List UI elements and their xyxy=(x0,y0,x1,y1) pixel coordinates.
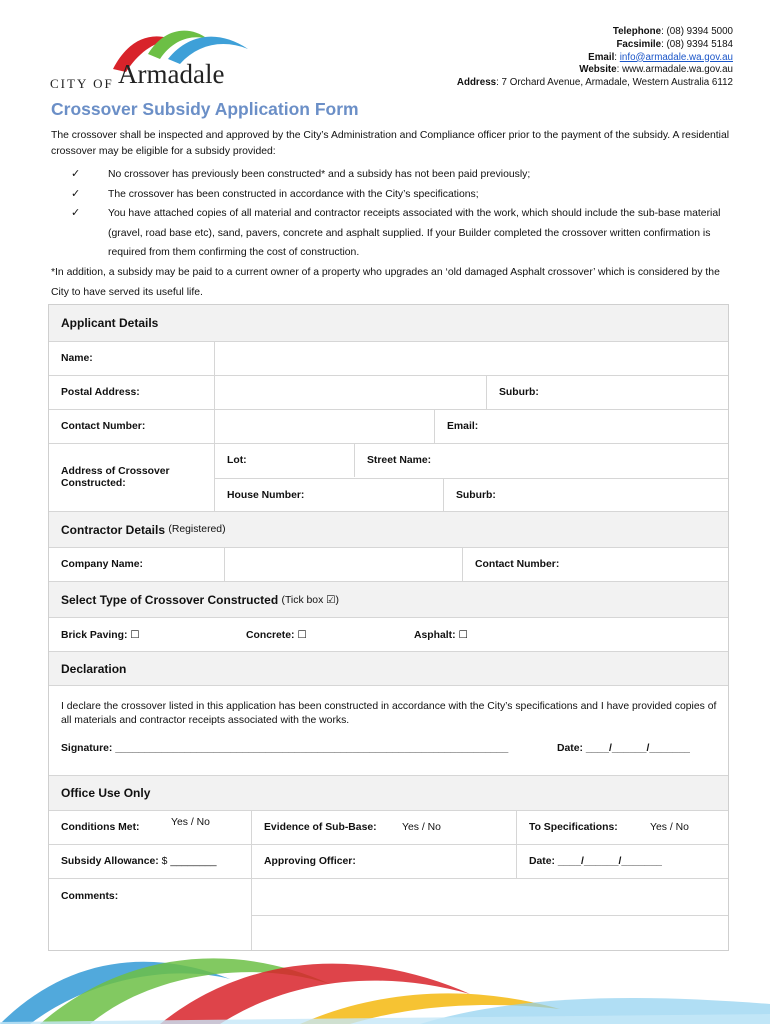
contact-number-label: Contact Number: xyxy=(61,421,146,432)
check-icon: ✓ xyxy=(71,168,81,180)
approving-officer-field[interactable]: Approving Officer: xyxy=(264,856,356,867)
name-row xyxy=(49,341,728,375)
comments-label: Comments: xyxy=(61,891,119,902)
conditions-met-label: Conditions Met: xyxy=(61,822,140,833)
postal-row xyxy=(49,375,728,409)
application-form xyxy=(48,304,729,951)
intro-text: The crossover shall be inspected and approved by the City’s Administration and Compliance officer prior to the payment of the subsidy. A residential crossover may be eligible for a subsidy provided: xyxy=(51,130,730,157)
crossover-suburb-field[interactable]: Suburb: xyxy=(456,489,496,501)
crossover-type-header: Select Type of Crossover Constructed (Tick box ☑) xyxy=(49,581,728,617)
street-name-field[interactable]: Street Name: xyxy=(367,455,432,466)
evidence-value[interactable]: Yes / No xyxy=(402,822,441,833)
facsimile-line: Facsimile: (08) 9394 5184 xyxy=(616,38,733,50)
office-date-field[interactable]: Date: ____/______/_______ xyxy=(529,856,662,867)
city-logo xyxy=(48,24,248,94)
contact-row xyxy=(49,409,728,443)
lot-field[interactable]: Lot: xyxy=(227,455,247,466)
crossover-type-row xyxy=(49,617,728,651)
house-number-field[interactable]: House Number: xyxy=(227,489,305,501)
contractor-details-header: Contractor Details (Registered) xyxy=(49,511,728,547)
postal-address-label: Postal Address: xyxy=(61,387,140,398)
declaration-header: Declaration xyxy=(49,651,728,685)
list-item: ✓ The crossover has been constructed in accordance with the City’s specifications; xyxy=(51,185,731,205)
conditions-met-value[interactable]: Yes / No xyxy=(171,817,210,828)
concrete-checkbox[interactable]: Concrete: ☐ xyxy=(246,629,307,641)
office-allowance-row xyxy=(49,844,728,878)
crossover-address-row xyxy=(49,443,728,511)
specifications-value[interactable]: Yes / No xyxy=(650,822,689,833)
company-name-field[interactable] xyxy=(225,548,462,581)
list-item: ✓ You have attached copies of all material and contractor receipts associated with the work, which should include the sub-base material (gravel, road base etc), sand, pavers, concrete and asphalt supplied. If your Builder completed the crossover written confirmation is required from them confirming the cost of construction. xyxy=(51,204,731,263)
specifications-label: To Specifications: xyxy=(529,822,618,833)
email-link[interactable]: info@armadale.wa.gov.au xyxy=(619,51,733,63)
email-field[interactable]: Email: xyxy=(447,421,479,432)
evidence-label: Evidence of Sub-Base: xyxy=(264,822,377,833)
office-use-header: Office Use Only xyxy=(49,775,728,810)
list-item: ✓ No crossover has previously been constructed* and a subsidy has not been paid previously; xyxy=(51,165,731,185)
eligibility-list xyxy=(51,165,731,263)
footer-swoosh-icon xyxy=(0,934,770,1024)
contact-number-field[interactable] xyxy=(215,410,434,443)
check-icon: ✓ xyxy=(71,207,81,219)
company-row xyxy=(49,547,728,581)
crossover-address-label: Address of Crossover Constructed: xyxy=(61,465,170,489)
website-line: Website: www.armadale.wa.gov.au xyxy=(579,64,733,76)
address-line: Address: 7 Orchard Avenue, Armadale, Western Australia 6112 xyxy=(456,77,733,89)
office-status-row xyxy=(49,810,728,844)
subsidy-allowance-field[interactable]: Subsidy Allowance: $ ________ xyxy=(61,856,217,867)
logo-name: Armadale xyxy=(118,59,225,89)
declaration-row xyxy=(49,685,728,775)
check-icon: ✓ xyxy=(71,187,81,200)
brick-paving-checkbox[interactable]: Brick Paving: ☐ xyxy=(61,629,140,641)
company-name-label: Company Name: xyxy=(61,559,143,570)
name-label: Name: xyxy=(61,353,93,364)
signature-field[interactable]: Signature: ____________________________________________________________________ xyxy=(61,743,509,754)
contractor-contact-field[interactable]: Contact Number: xyxy=(475,559,560,570)
page-title: Crossover Subsidy Application Form xyxy=(51,99,359,119)
suburb-field[interactable]: Suburb: xyxy=(499,387,539,398)
subsidy-note: *In addition, a subsidy may be paid to a current owner of a property who upgrades an ‘old damaged Asphalt crossover’ which is considered by the City to have served its useful life. xyxy=(51,267,720,298)
declaration-text: I declare the crossover listed in this application has been constructed in accordance with the City’s specifications and I have provided copies of all materials and contractor receipts associated with the works. xyxy=(61,701,717,726)
declaration-date-field[interactable]: Date: ____/______/_______ xyxy=(557,743,690,754)
logo-city-of: CITY OF xyxy=(50,76,114,91)
applicant-details-header: Applicant Details xyxy=(49,305,728,341)
telephone-line: Telephone: (08) 9394 5000 xyxy=(612,26,733,37)
asphalt-checkbox[interactable]: Asphalt: ☐ xyxy=(414,629,468,641)
postal-address-field[interactable] xyxy=(215,376,486,409)
name-field[interactable] xyxy=(215,342,728,375)
email-line: Email: info@armadale.wa.gov.au xyxy=(588,51,733,63)
contact-block xyxy=(457,26,733,90)
